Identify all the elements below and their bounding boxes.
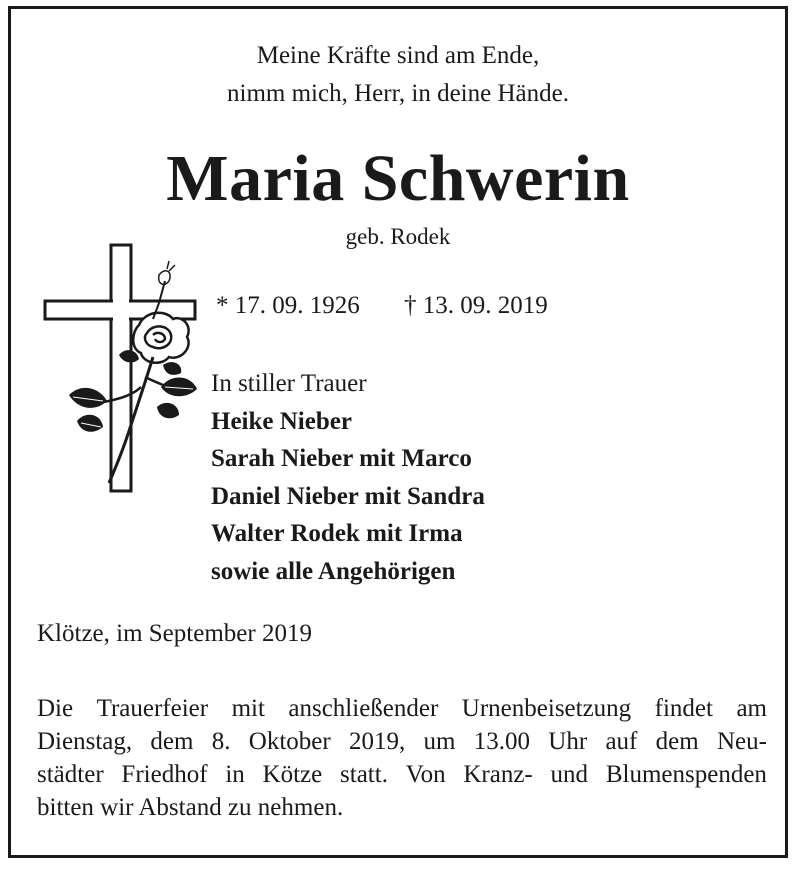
mourner-name: sowie alle Angehörigen <box>211 557 456 585</box>
notice-word: Trauerfeier <box>96 695 209 722</box>
notice-word: Kranz- <box>463 761 533 788</box>
verse-line-1: Meine Kräfte sind am Ende, <box>256 42 540 69</box>
notice-line-4: bitten wir Abstand zu nehmen. <box>37 794 344 821</box>
mourner-name: Heike Nieber <box>211 407 352 435</box>
notice-word: Kötze <box>262 761 323 788</box>
death-date: † 13. 09. 2019 <box>404 292 548 319</box>
mourner-name: Walter Rodek mit Irma <box>211 520 463 547</box>
notice-word: Dienstag, <box>37 728 133 755</box>
notice-word: anschließender <box>288 695 439 722</box>
notice-word: in <box>225 761 245 788</box>
birth-date: * 17. 09. 1926 <box>216 292 360 319</box>
funeral-notice <box>37 692 767 824</box>
notice-word: 8. <box>211 728 231 755</box>
notice-word: dem <box>150 728 194 755</box>
notice-word: Urnenbeisetzung <box>461 695 632 722</box>
obituary-card <box>8 6 788 858</box>
notice-word: statt. <box>340 761 388 788</box>
notice-word: 2019, <box>348 728 406 755</box>
verse-line-2: nimm mich, Herr, in deine Hände. <box>227 80 569 107</box>
notice-word: Die <box>37 695 74 722</box>
mourner-name: Daniel Nieber mit Sandra <box>211 482 485 510</box>
notice-line-2 <box>37 725 767 758</box>
notice-word: dem <box>655 728 699 755</box>
deceased-name: Maria Schwerin <box>166 142 630 215</box>
notice-word: mit <box>231 695 265 722</box>
notice-word: und <box>550 761 589 788</box>
notice-word: um <box>423 728 456 755</box>
notice-word: Neu- <box>716 728 767 755</box>
notice-word: Blumenspenden <box>605 761 767 788</box>
notice-word: 13.00 <box>473 728 530 755</box>
notice-word: findet <box>654 695 713 722</box>
life-dates <box>216 291 548 321</box>
mourner-name: Sarah Nieber mit Marco <box>211 445 472 472</box>
maiden-name: geb. Rodek <box>345 224 451 249</box>
notice-word: Uhr <box>548 728 588 755</box>
mourners-list <box>211 365 485 590</box>
place-and-date: Klötze, im September 2019 <box>37 620 312 647</box>
notice-line-1 <box>37 692 767 725</box>
notice-line-3 <box>37 758 767 791</box>
notice-word: Oktober <box>248 728 331 755</box>
notice-word: am <box>736 695 767 722</box>
notice-word: Von <box>405 761 446 788</box>
notice-word: städter <box>37 761 104 788</box>
notice-word: auf <box>605 728 638 755</box>
verse <box>11 37 785 113</box>
notice-word: Friedhof <box>121 761 208 788</box>
cross-with-rose-icon <box>41 237 201 493</box>
mourning-heading: In stiller Trauer <box>211 370 367 397</box>
